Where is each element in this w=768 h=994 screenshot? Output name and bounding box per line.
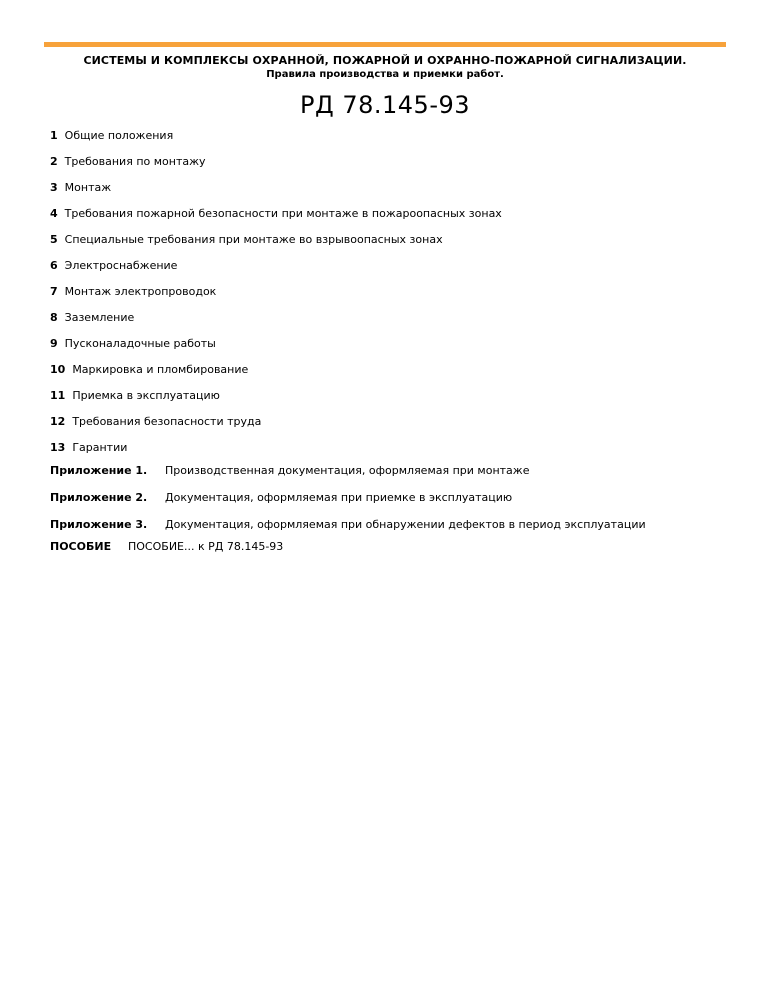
toc-item-12[interactable]	[50, 414, 261, 430]
toc-item-number: 1	[50, 129, 58, 142]
document-header	[44, 54, 726, 81]
toc-appendix-1[interactable]	[50, 463, 529, 479]
toc-item-link[interactable]: Требования пожарной безопасности при монтаже в пожароопасных зонах	[64, 207, 502, 220]
header-subtitle: Правила производства и приемки работ.	[266, 69, 504, 80]
toc-aid[interactable]	[50, 539, 283, 555]
toc-item-link[interactable]: Электроснабжение	[64, 259, 178, 272]
document-code: РД 78.145-93	[299, 91, 471, 119]
toc-item-number: 3	[50, 181, 58, 194]
toc-item-number: 5	[50, 233, 58, 246]
toc-item-link[interactable]: Маркировка и пломбирование	[72, 363, 249, 376]
toc-appendix-3[interactable]	[50, 517, 646, 533]
toc-item-number: 13	[50, 441, 66, 454]
toc-item-link[interactable]: Требования безопасности труда	[72, 415, 262, 428]
toc-item-5[interactable]	[50, 232, 443, 248]
appendix-number: Приложение 2.	[50, 491, 148, 504]
toc-item-13[interactable]	[50, 440, 127, 456]
toc-item-1[interactable]	[50, 128, 173, 144]
toc-item-number: 6	[50, 259, 58, 272]
toc-item-number: 10	[50, 363, 66, 376]
toc-item-10[interactable]	[50, 362, 248, 378]
header-accent-bar	[44, 42, 726, 47]
appendix-number: Приложение 3.	[50, 518, 148, 531]
toc-item-link[interactable]: Монтаж	[64, 181, 112, 194]
toc-item-link[interactable]: Приемка в эксплуатацию	[72, 389, 220, 402]
toc-item-link[interactable]: Общие положения	[64, 129, 174, 142]
toc-item-number: 7	[50, 285, 58, 298]
toc-item-number: 9	[50, 337, 58, 350]
toc-item-2[interactable]	[50, 154, 206, 170]
appendix-link[interactable]: Документация, оформляемая при приемке в эксплуатацию	[165, 491, 513, 504]
toc-item-link[interactable]: Специальные требования при монтаже во взрывоопасных зонах	[64, 233, 443, 246]
toc-appendix-2[interactable]	[50, 490, 512, 506]
toc-item-number: 8	[50, 311, 58, 324]
toc-item-number: 4	[50, 207, 58, 220]
toc-item-3[interactable]	[50, 180, 111, 196]
toc-item-6[interactable]	[50, 258, 177, 274]
toc-item-number: 2	[50, 155, 58, 168]
toc-item-link[interactable]: Монтаж электропроводок	[64, 285, 217, 298]
toc-item-4[interactable]	[50, 206, 502, 222]
appendix-link[interactable]: Производственная документация, оформляемая при монтаже	[165, 464, 530, 477]
toc-item-8[interactable]	[50, 310, 134, 326]
appendix-link[interactable]: Документация, оформляемая при обнаружении дефектов в период эксплуатации	[165, 518, 646, 531]
aid-link[interactable]: ПОСОБИЕ... к РД 78.145-93	[128, 540, 284, 553]
toc-item-number: 12	[50, 415, 66, 428]
toc-item-link[interactable]: Пусконаладочные работы	[64, 337, 216, 350]
header-title: СИСТЕМЫ И КОМПЛЕКСЫ ОХРАННОЙ, ПОЖАРНОЙ И ОХРАННО-ПОЖАРНОЙ СИГНАЛИЗАЦИИ.	[83, 54, 687, 67]
toc-item-link[interactable]: Требования по монтажу	[64, 155, 206, 168]
aid-label: ПОСОБИЕ	[50, 540, 112, 553]
toc-item-number: 11	[50, 389, 66, 402]
toc-item-link[interactable]: Заземление	[64, 311, 135, 324]
toc-item-link[interactable]: Гарантии	[72, 441, 128, 454]
toc-item-9[interactable]	[50, 336, 216, 352]
toc-item-7[interactable]	[50, 284, 216, 300]
appendix-number: Приложение 1.	[50, 464, 148, 477]
toc-item-11[interactable]	[50, 388, 220, 404]
